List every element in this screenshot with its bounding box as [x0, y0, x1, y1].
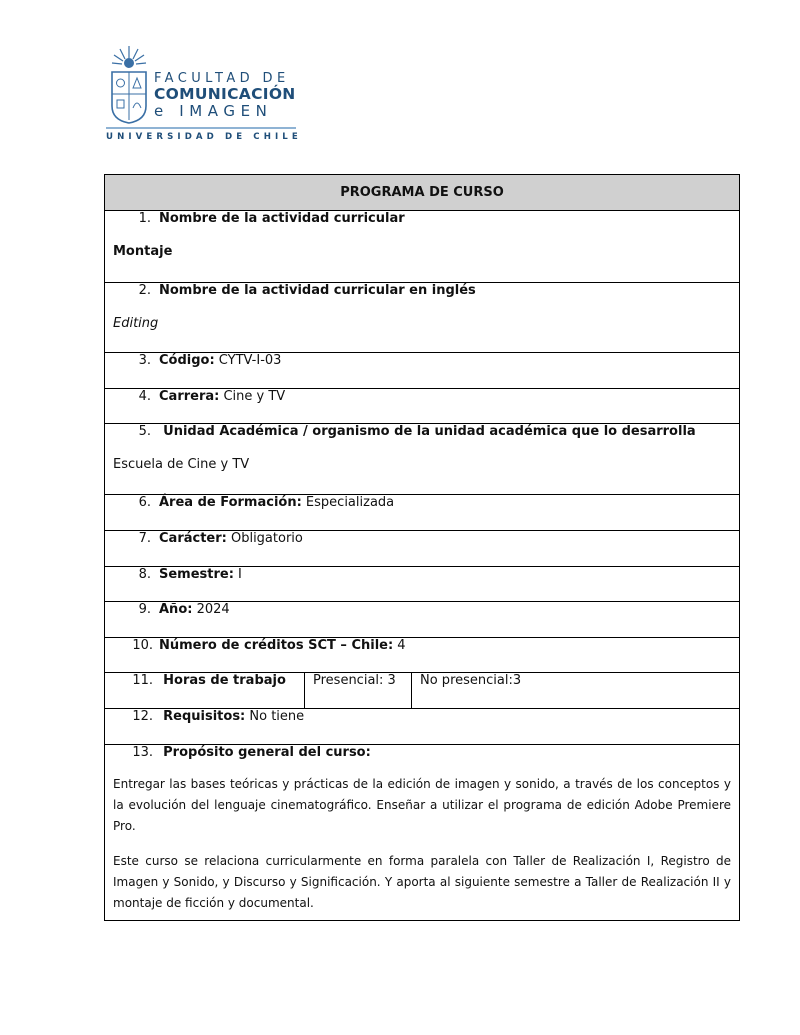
item-label: Requisitos: — [163, 709, 246, 724]
item-number: 3. — [138, 353, 151, 368]
item-number: 9. — [138, 602, 151, 617]
row-codigo — [105, 353, 740, 389]
course-name-english-value: Editing — [113, 316, 159, 331]
logo-divider — [106, 127, 296, 129]
faculty-line-1: FACULTAD DE — [154, 71, 290, 86]
item-label: Área de Formación: — [159, 495, 302, 510]
item-number: 2. — [138, 283, 151, 298]
row-creditos — [105, 638, 740, 673]
faculty-line-3: e IMAGEN — [154, 101, 273, 120]
item-number: 1. — [138, 211, 151, 226]
course-program-table — [104, 174, 740, 921]
purpose-paragraph-2: Este curso se relaciona curricularmente en forma paralela con Taller de Realización I, Registro de Imagen y Sonido, y Discurso y Significación. Y aporta al siguiente semestre a Taller de Realización II y montaje de ficción y documental. — [113, 854, 732, 910]
table-header-row — [105, 175, 740, 211]
university-seal-icon — [109, 44, 149, 124]
item-label: Nombre de la actividad curricular en inglés — [159, 283, 476, 298]
item-number: 8. — [138, 567, 151, 582]
item-number: 4. — [138, 389, 151, 404]
row-requisitos — [105, 709, 740, 745]
row-horas — [105, 673, 740, 709]
purpose-paragraph-1: Entregar las bases teóricas y prácticas de la edición de imagen y sonido, a través de los conceptos y la evolución del lenguaje cinematográfico. Enseñar a utilizar el programa de edición Adobe Premiere Pro. — [113, 777, 732, 833]
row-area — [105, 495, 740, 531]
item-number: 13. — [132, 745, 153, 760]
item-label: Código: — [159, 353, 215, 368]
item-label: Unidad Académica / organismo de la unidad académica que lo desarrolla — [163, 424, 696, 439]
faculty-logo — [106, 44, 306, 144]
item-number: 5. — [138, 424, 151, 439]
hours-in-person: Presencial: 3 — [305, 673, 412, 709]
row-nombre-ingles — [105, 283, 740, 353]
item-number: 6. — [138, 495, 151, 510]
row-semestre — [105, 567, 740, 602]
item-label: Año: — [159, 602, 193, 617]
row-unidad — [105, 424, 740, 495]
hours-remote: No presencial:3 — [412, 673, 740, 709]
item-label: Carrera: — [159, 389, 220, 404]
table-title: PROGRAMA DE CURSO — [105, 175, 740, 211]
credits-value: 4 — [393, 638, 406, 653]
item-label: Nombre de la actividad curricular — [159, 211, 405, 226]
item-number: 10. — [132, 638, 153, 653]
item-label: Semestre: — [159, 567, 234, 582]
item-number: 12. — [132, 709, 153, 724]
row-carrera — [105, 389, 740, 424]
semester-value: I — [233, 567, 242, 582]
academic-unit-value: Escuela de Cine y TV — [113, 457, 250, 472]
requirements-value: No tiene — [245, 709, 305, 724]
year-value: 2024 — [192, 602, 230, 617]
career-value: Cine y TV — [219, 389, 286, 404]
row-nombre — [105, 211, 740, 283]
faculty-line-2: COMUNICACIÓN — [154, 85, 296, 103]
row-anio — [105, 602, 740, 638]
code-value: CYTV-I-03 — [214, 353, 282, 368]
item-number: 7. — [138, 531, 151, 546]
course-name-value: Montaje — [113, 244, 173, 259]
item-label: Propósito general del curso: — [163, 745, 371, 760]
area-value: Especializada — [301, 495, 395, 510]
item-label: Número de créditos SCT – Chile: — [159, 638, 394, 653]
university-name: UNIVERSIDAD DE CHILE — [106, 132, 302, 142]
row-proposito — [105, 745, 740, 921]
item-label: Horas de trabajo — [163, 673, 286, 688]
item-label: Carácter: — [159, 531, 227, 546]
item-number: 11. — [132, 673, 153, 688]
character-value: Obligatorio — [226, 531, 303, 546]
row-caracter — [105, 531, 740, 567]
